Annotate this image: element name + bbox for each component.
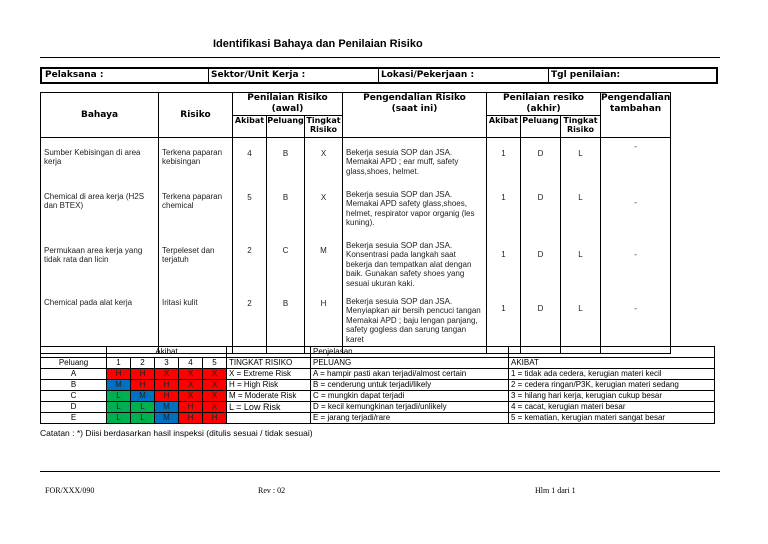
akibat-column bbox=[233, 138, 267, 354]
akibat-col-label: 2 bbox=[131, 358, 155, 369]
tingkat-akhir-cell: L bbox=[578, 149, 583, 158]
akibat-legend-item: 1 = tidak ada cedera, kerugian materi kecil bbox=[509, 369, 715, 380]
akibat-cell: 5 bbox=[247, 193, 252, 202]
akibat-legend-item: 5 = kematian, kerugian materi sangat besar bbox=[509, 413, 715, 424]
risk-matrix-legend bbox=[40, 346, 715, 424]
peluang-cell: B bbox=[282, 299, 289, 308]
matrix-cell: H bbox=[131, 380, 155, 391]
peluang-akhir-cell: D bbox=[537, 304, 544, 313]
matrix-cell: X bbox=[203, 369, 227, 380]
pengendalian-header: Pengendalian Risiko (saat ini) bbox=[343, 93, 487, 138]
matrix-row-label: A bbox=[41, 369, 107, 380]
tingkat-risiko-akhir-header: Tingkat Risiko bbox=[561, 116, 601, 138]
akibat-legend-item: 2 = cedera ringan/P3K, kerugian materi sedang bbox=[509, 380, 715, 391]
page-number: Hlm 1 dari 1 bbox=[535, 486, 576, 495]
tingkat-legend-item bbox=[227, 413, 311, 424]
matrix-cell: M bbox=[131, 391, 155, 402]
bahaya-header: Bahaya bbox=[41, 93, 159, 138]
akibat-col-label: 3 bbox=[155, 358, 179, 369]
matrix-row-label: E bbox=[41, 413, 107, 424]
revision: Rev : 02 bbox=[258, 486, 286, 495]
matrix-cell: L bbox=[107, 391, 131, 402]
header-info-box bbox=[40, 67, 718, 84]
pelaksana-label: Pelaksana : bbox=[45, 70, 104, 80]
risiko-cell: Terpeleset dan terjatuh bbox=[162, 246, 215, 265]
risiko-cell: Terkena paparan chemical bbox=[162, 192, 223, 211]
peluang-legend-item: C = mungkin dapat terjadi bbox=[311, 391, 509, 402]
pengendalian-cell: Bekerja sesuia SOP dan JSA. Menyiapkan air bersih pencuci tangan Memakai APD ; baju lengan panjang, safety gogless dan sarung tangan karet bbox=[346, 297, 481, 344]
tambahan-cell: - bbox=[634, 142, 637, 151]
catatan-note: Catatan : *) Diisi berdasarkan hasil inspeksi (ditulis sesuai / tidak sesuai) bbox=[40, 428, 313, 438]
matrix-cell: X bbox=[179, 391, 203, 402]
document-title: Identifikasi Bahaya dan Penilaian Risiko bbox=[213, 38, 423, 50]
matrix-cell: L bbox=[131, 402, 155, 413]
matrix-cell: L bbox=[131, 413, 155, 424]
matrix-cell: H bbox=[155, 380, 179, 391]
akibat-akhir-cell: 1 bbox=[501, 250, 506, 259]
matrix-cell: M bbox=[155, 402, 179, 413]
matrix-cell: M bbox=[155, 413, 179, 424]
akibat-cell: 4 bbox=[247, 149, 252, 158]
matrix-cell: X bbox=[203, 391, 227, 402]
peluang-cell: C bbox=[282, 246, 289, 255]
akibat-akhir-column bbox=[487, 138, 521, 354]
tingkat-akhir-column bbox=[561, 138, 601, 354]
akibat-legend-title: Akibat bbox=[107, 347, 227, 358]
table-row: Permukaan area kerja yang tidak rata dan licin bbox=[44, 246, 143, 265]
matrix-cell: H bbox=[107, 369, 131, 380]
tingkat-cell: M bbox=[320, 246, 327, 255]
akibat-akhir-cell: 1 bbox=[501, 193, 506, 202]
akibat-akhir-header: Akibat bbox=[487, 116, 521, 138]
penilaian-awal-header: Penilaian Risiko (awal) bbox=[233, 93, 343, 116]
tingkat-column bbox=[305, 138, 343, 354]
penilaian-akhir-header: Penilaian resiko (akhir) bbox=[487, 93, 601, 116]
peluang-akhir-cell: D bbox=[537, 193, 544, 202]
penjelasan-title: Penjelasan bbox=[311, 347, 509, 358]
peluang-akhir-cell: D bbox=[537, 250, 544, 259]
akibat-col-label: 1 bbox=[107, 358, 131, 369]
akibat-cell: 2 bbox=[247, 299, 252, 308]
tgl-penilaian-label: Tgl penilaian: bbox=[551, 70, 621, 80]
peluang-legend-item: A = hampir pasti akan terjadi/almost certain bbox=[311, 369, 509, 380]
legend-blank bbox=[509, 347, 715, 358]
peluang-header: Peluang bbox=[267, 116, 305, 138]
peluang-cell: B bbox=[282, 193, 289, 202]
matrix-cell: H bbox=[179, 413, 203, 424]
matrix-cell: X bbox=[179, 369, 203, 380]
risiko-cell: Iritasi kulit bbox=[162, 298, 198, 307]
table-row: Sumber Kebisingan di area kerja bbox=[44, 148, 141, 167]
peluang-legend-item: E = jarang terjadi/rare bbox=[311, 413, 509, 424]
legend-blank bbox=[227, 347, 311, 358]
risiko-column bbox=[159, 138, 233, 354]
peluang-cell: B bbox=[282, 149, 289, 158]
tingkat-legend-item: X = Extreme Risk bbox=[227, 369, 311, 380]
table-row: Chemical di area kerja (H2S dan BTEX) bbox=[44, 192, 145, 211]
tingkat-legend-item: L = Low Risk bbox=[227, 402, 311, 413]
risiko-cell: Terkena paparan kebisingan bbox=[162, 148, 223, 167]
sektor-label: Sektor/Unit Kerja : bbox=[211, 70, 306, 80]
matrix-cell: X bbox=[179, 380, 203, 391]
pengendalian-column bbox=[343, 138, 487, 354]
matrix-cell: M bbox=[107, 380, 131, 391]
footer-rule bbox=[40, 471, 720, 472]
tambahan-cell: - bbox=[634, 304, 637, 313]
matrix-cell: X bbox=[203, 380, 227, 391]
pengendalian-cell: Bekerja sesuia SOP dan JSA. Memakai APD ; ear muff, safety glass,shoes, helmet. bbox=[346, 148, 459, 176]
matrix-cell: H bbox=[155, 391, 179, 402]
akibat-akhir-cell: 1 bbox=[501, 149, 506, 158]
tingkat-risiko-header: Tingkat Risiko bbox=[305, 116, 343, 138]
akibat-header: Akibat bbox=[233, 116, 267, 138]
legend-corner bbox=[41, 347, 107, 358]
tingkat-cell: X bbox=[320, 193, 327, 202]
peluang-column bbox=[267, 138, 305, 354]
bahaya-column bbox=[41, 138, 159, 354]
tingkat-legend-item: M = Moderate Risk bbox=[227, 391, 311, 402]
peluang-legend-item: B = cenderung untuk terjadi/likely bbox=[311, 380, 509, 391]
tambahan-cell: - bbox=[634, 198, 637, 207]
matrix-row-label: B bbox=[41, 380, 107, 391]
akibat-legend-header: AKIBAT bbox=[509, 358, 715, 369]
top-rule bbox=[40, 57, 720, 58]
tingkat-akhir-cell: L bbox=[578, 193, 583, 202]
tingkat-akhir-cell: L bbox=[578, 304, 583, 313]
tambahan-column bbox=[601, 138, 671, 354]
risk-assessment-table bbox=[40, 92, 671, 354]
matrix-cell: L bbox=[107, 402, 131, 413]
table-row: Chemical pada alat kerja bbox=[44, 298, 133, 307]
pengendalian-tambahan-header: Pengendalian tambahan bbox=[601, 93, 671, 138]
matrix-cell: X bbox=[155, 369, 179, 380]
matrix-cell: H bbox=[203, 413, 227, 424]
akibat-col-label: 4 bbox=[179, 358, 203, 369]
tambahan-cell: - bbox=[634, 250, 637, 259]
akibat-akhir-cell: 1 bbox=[501, 304, 506, 313]
matrix-cell: L bbox=[107, 413, 131, 424]
akibat-cell: 2 bbox=[247, 246, 252, 255]
matrix-cell: X bbox=[203, 402, 227, 413]
form-code: FOR/XXX/090 bbox=[45, 486, 95, 495]
tingkat-legend-item: H = High Risk bbox=[227, 380, 311, 391]
pengendalian-cell: Bekerja sesuia SOP dan JSA. Konsentrasi pada langkah saat bekerja dan tempatkan alat dengan baik. Gunakan safety shoes yang sesuai ukuran kaki. bbox=[346, 241, 472, 288]
peluang-legend-header: PELUANG bbox=[311, 358, 509, 369]
tingkat-akhir-cell: L bbox=[578, 250, 583, 259]
pengendalian-cell: Bekerja sesuia SOP dan JSA. Memakai APD safety glass,shoes, helmet, respirator vapor organig (les kuning). bbox=[346, 190, 475, 228]
lokasi-label: Lokasi/Pekerjaan : bbox=[381, 70, 475, 80]
peluang-legend-item: D = kecil kemungkinan terjadi/unlikely bbox=[311, 402, 509, 413]
peluang-akhir-header: Peluang bbox=[521, 116, 561, 138]
peluang-legend-label: Peluang bbox=[41, 358, 107, 369]
tingkat-cell: X bbox=[320, 149, 327, 158]
risiko-header: Risiko bbox=[159, 93, 233, 138]
tingkat-risiko-legend-header: TINGKAT RISIKO bbox=[227, 358, 311, 369]
tingkat-cell: H bbox=[320, 299, 327, 308]
peluang-akhir-cell: D bbox=[537, 149, 544, 158]
matrix-cell: H bbox=[179, 402, 203, 413]
akibat-legend-item: 4 = cacat, kerugian materi besar bbox=[509, 402, 715, 413]
peluang-akhir-column bbox=[521, 138, 561, 354]
matrix-cell: H bbox=[131, 369, 155, 380]
matrix-row-label: C bbox=[41, 391, 107, 402]
akibat-col-label: 5 bbox=[203, 358, 227, 369]
matrix-row-label: D bbox=[41, 402, 107, 413]
akibat-legend-item: 3 = hilang hari kerja, kerugian cukup besar bbox=[509, 391, 715, 402]
